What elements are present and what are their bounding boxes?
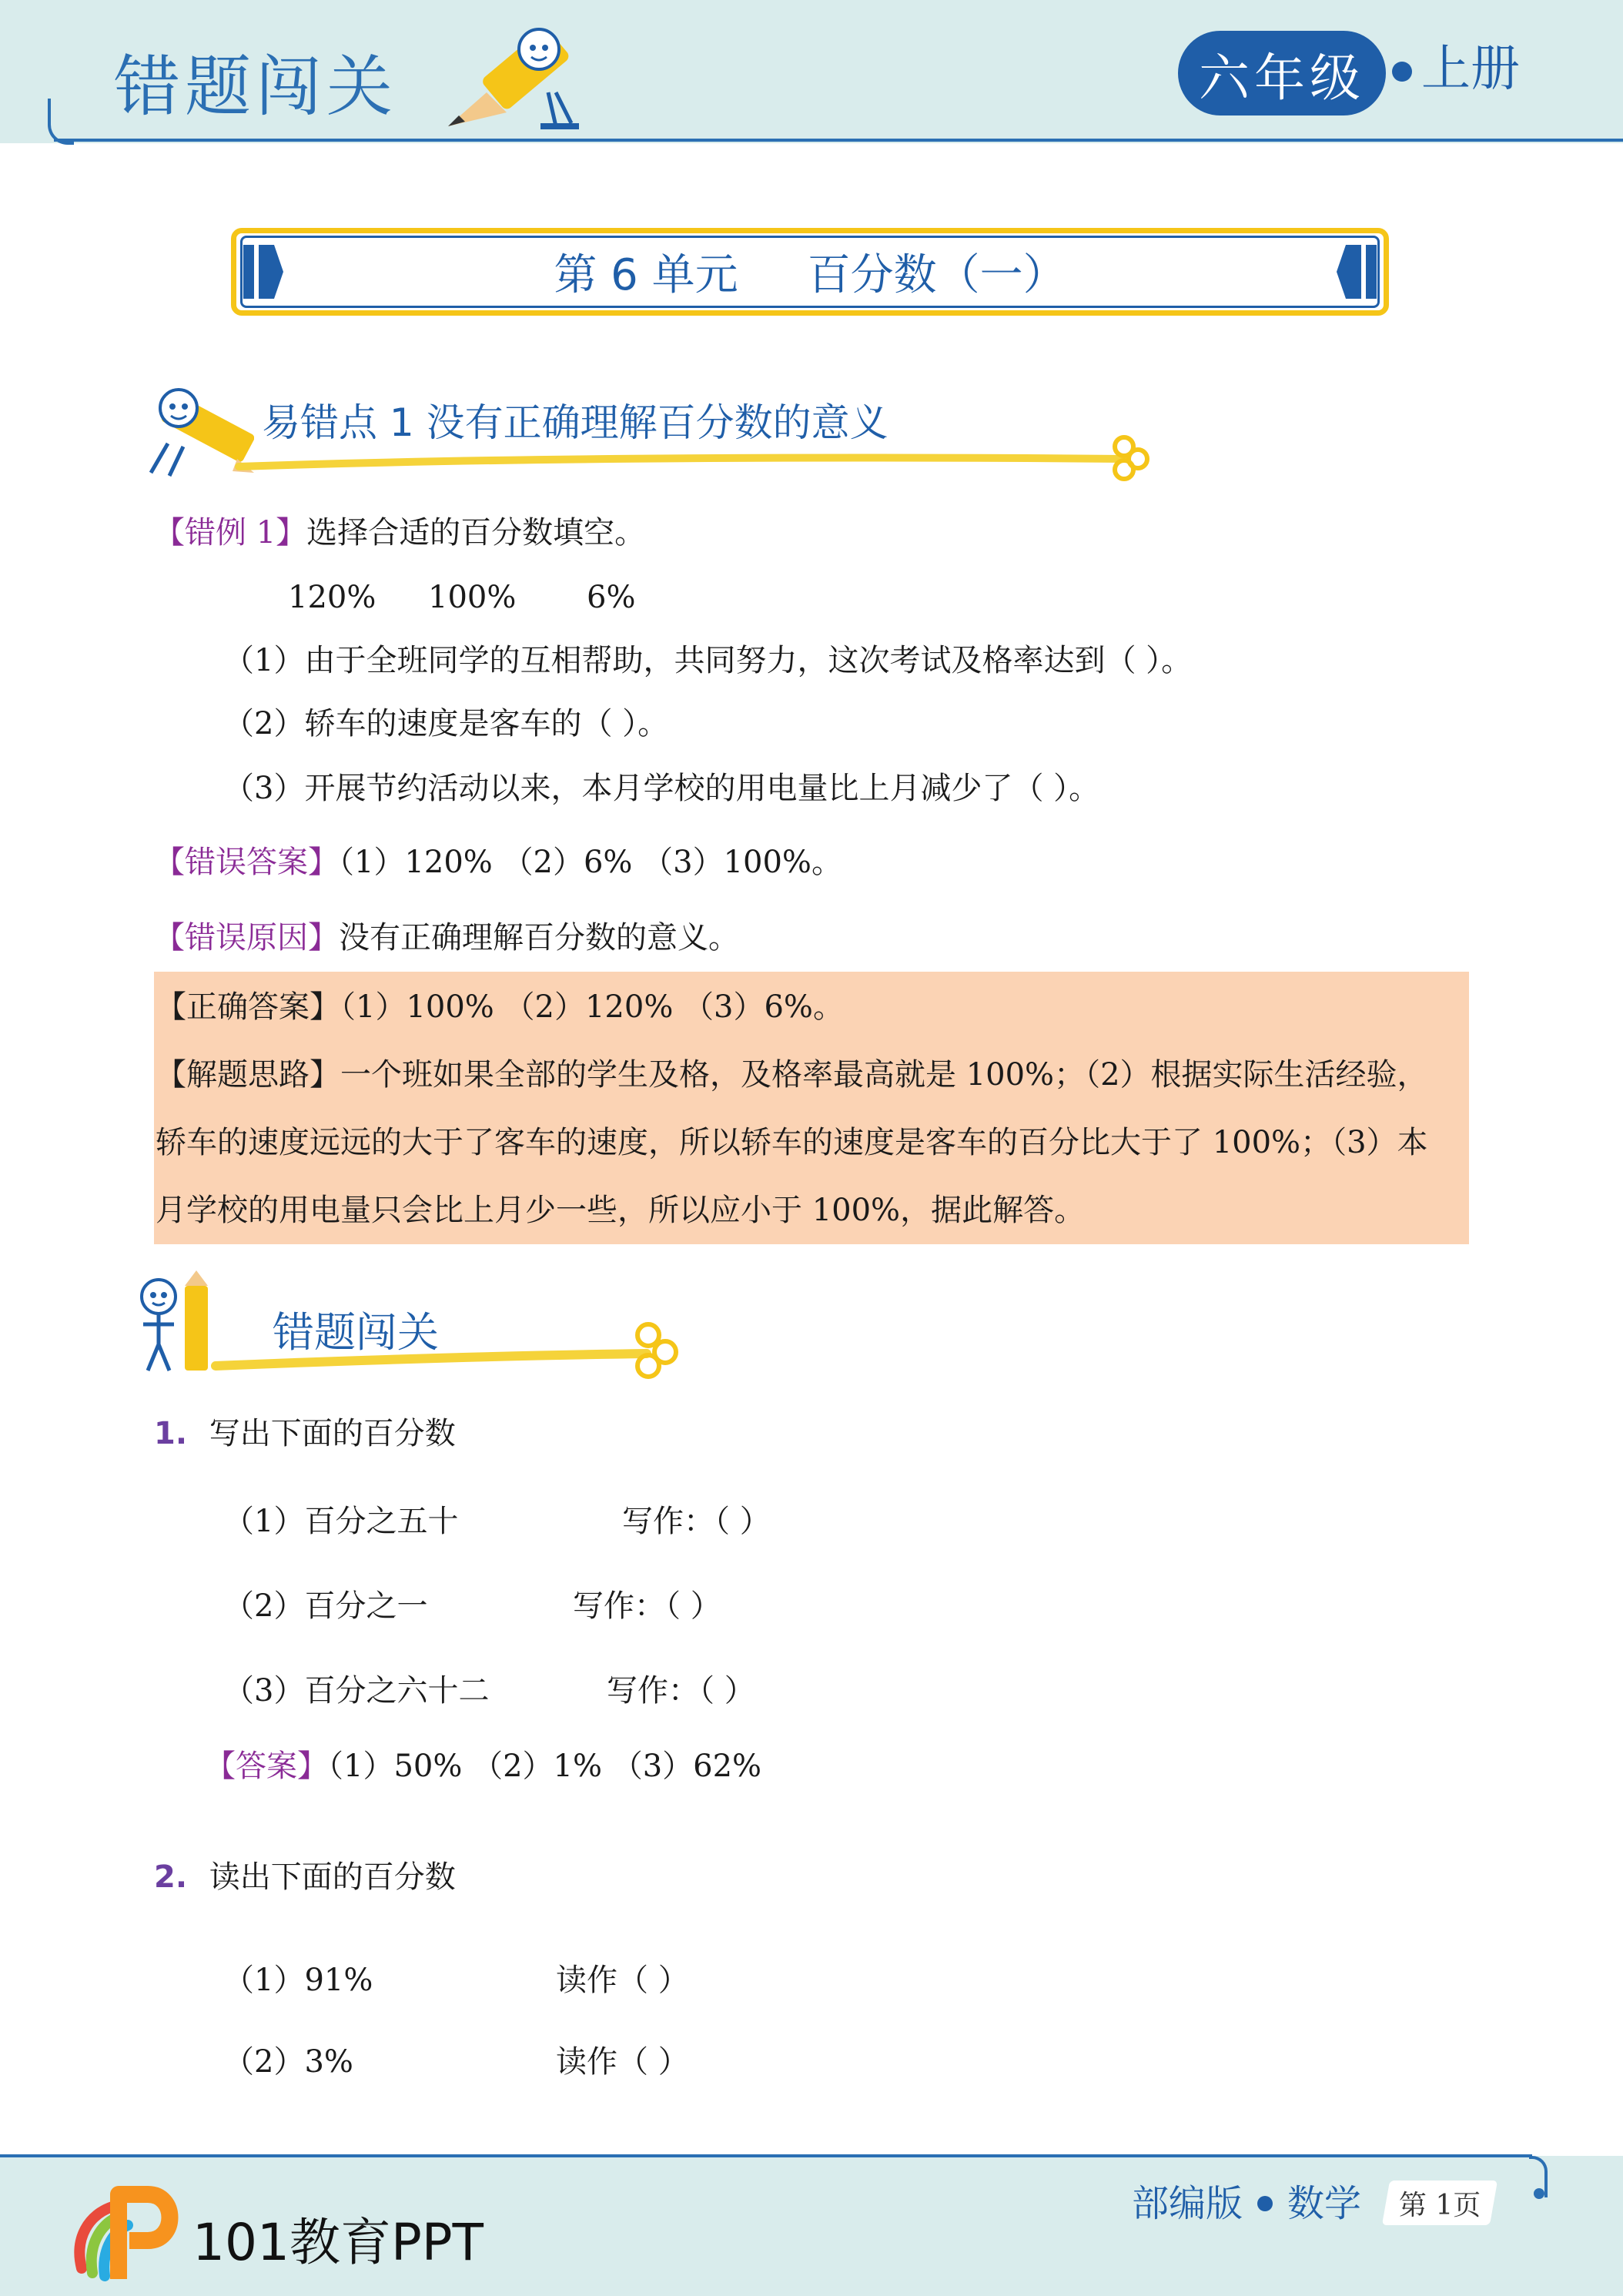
- question-2: （2）轿车的速度是客车的（ ）。: [223, 706, 669, 741]
- choice-3: 6%: [587, 580, 636, 615]
- unit-number: 第 6 单元: [554, 250, 738, 300]
- unit-name: 百分数（一）: [807, 250, 1066, 300]
- thinking-label: 【解题思路】: [156, 1057, 340, 1093]
- example-label: 【错例 1】: [154, 515, 307, 551]
- correct-answer-line: [156, 989, 844, 1025]
- edition-label: 部编版: [1132, 2182, 1243, 2225]
- q2-item-2-text: （2）3%: [223, 2044, 353, 2080]
- unit-title: [240, 236, 1380, 308]
- wrong-answer-label: 【错误答案】: [154, 845, 339, 880]
- brand-logo-icon: [74, 2184, 182, 2282]
- example-line: [154, 515, 646, 551]
- grade-badge: 六年级: [1178, 31, 1386, 115]
- practice-question-2: [154, 1859, 456, 1895]
- page-number-tag: [1382, 2181, 1498, 2225]
- q1-item-2-text: （2）百分之一: [223, 1588, 428, 1624]
- question-number-2: 2.: [154, 1859, 188, 1895]
- wrong-answer-text: （1）120% （2）6% （3）100%。: [339, 845, 842, 880]
- wrong-reason-text: 没有正确理解百分数的意义。: [339, 920, 739, 956]
- correct-answer-text: （1）100% （2）120% （3）6%。: [340, 989, 844, 1025]
- q1-answer-line: [205, 1751, 761, 1782]
- pencil-mascot-icon: [440, 18, 594, 134]
- q1-item-2-write: 写作：（ ）: [573, 1588, 721, 1624]
- footer-separator-dot: [1257, 2196, 1273, 2211]
- brand-name: 101教育PPT: [192, 2213, 484, 2272]
- q1-item-3-write: 写作：（ ）: [607, 1673, 755, 1709]
- q1-item-1-write: 写作：（ ）: [622, 1504, 771, 1539]
- footer-divider: [0, 2154, 1532, 2157]
- pencil-boy-mascot-icon: [128, 1270, 220, 1378]
- header-divider: [54, 139, 1623, 142]
- wrong-reason-line: [154, 920, 739, 956]
- q1-item-1-text: （1）百分之五十: [223, 1504, 459, 1539]
- q2-item-1-read: 读作（ ）: [556, 1963, 689, 1998]
- thinking-line-1: [156, 1057, 1428, 1093]
- section-title-practice: 错题闯关: [273, 1308, 439, 1357]
- q1-answer-text: （1）50% （2）1% （3）62%: [328, 1749, 762, 1784]
- q1-item-3-text: （3）百分之六十二: [223, 1673, 490, 1709]
- term-label: 上册: [1421, 41, 1520, 98]
- question-3: （3）开展节约活动以来，本月学校的用电量比上月减少了（ ）。: [223, 771, 1100, 806]
- correct-answer-label: 【正确答案】: [156, 989, 340, 1025]
- thinking-line-3: 月学校的用电量只会比上月少一些，所以应小于 100%，据此解答。: [156, 1193, 1086, 1228]
- choice-1: 120%: [288, 580, 376, 615]
- question-1-prompt: 写出下面的百分数: [209, 1416, 456, 1451]
- grade-separator-dot: [1392, 62, 1412, 82]
- subject-label: 数学: [1287, 2182, 1362, 2225]
- q2-item-1-text: （1）91%: [223, 1963, 373, 1998]
- wrong-reason-label: 【错误原因】: [154, 920, 339, 956]
- page-number: 第 1页: [1398, 2189, 1481, 2221]
- question-number-1: 1.: [154, 1416, 188, 1451]
- practice-question-1: [154, 1418, 456, 1449]
- section-title-mistake-1: 易错点 1 没有正确理解百分数的意义: [262, 400, 888, 445]
- q1-answer-label: 【答案】: [205, 1749, 328, 1784]
- question-2-prompt: 读出下面的百分数: [209, 1859, 456, 1895]
- wrong-answer-line: [154, 847, 842, 878]
- question-1: （1）由于全班同学的互相帮助，共同努力，这次考试及格率达到（ ）。: [223, 643, 1193, 678]
- thinking-text-1: 一个班如果全部的学生及格，及格率最高就是 100%；（2）根据实际生活经验，: [340, 1057, 1428, 1093]
- footer-hook-dot: [1534, 2188, 1544, 2199]
- choice-2: 100%: [428, 580, 517, 615]
- q2-item-2-read: 读作（ ）: [556, 2044, 689, 2080]
- example-prompt: 选择合适的百分数填空。: [306, 515, 646, 551]
- header-title: 错题闯关: [114, 49, 397, 126]
- thinking-line-2: 轿车的速度远远的大于了客车的速度，所以轿车的速度是客车的百分比大于了 100%；（3）本: [156, 1125, 1428, 1160]
